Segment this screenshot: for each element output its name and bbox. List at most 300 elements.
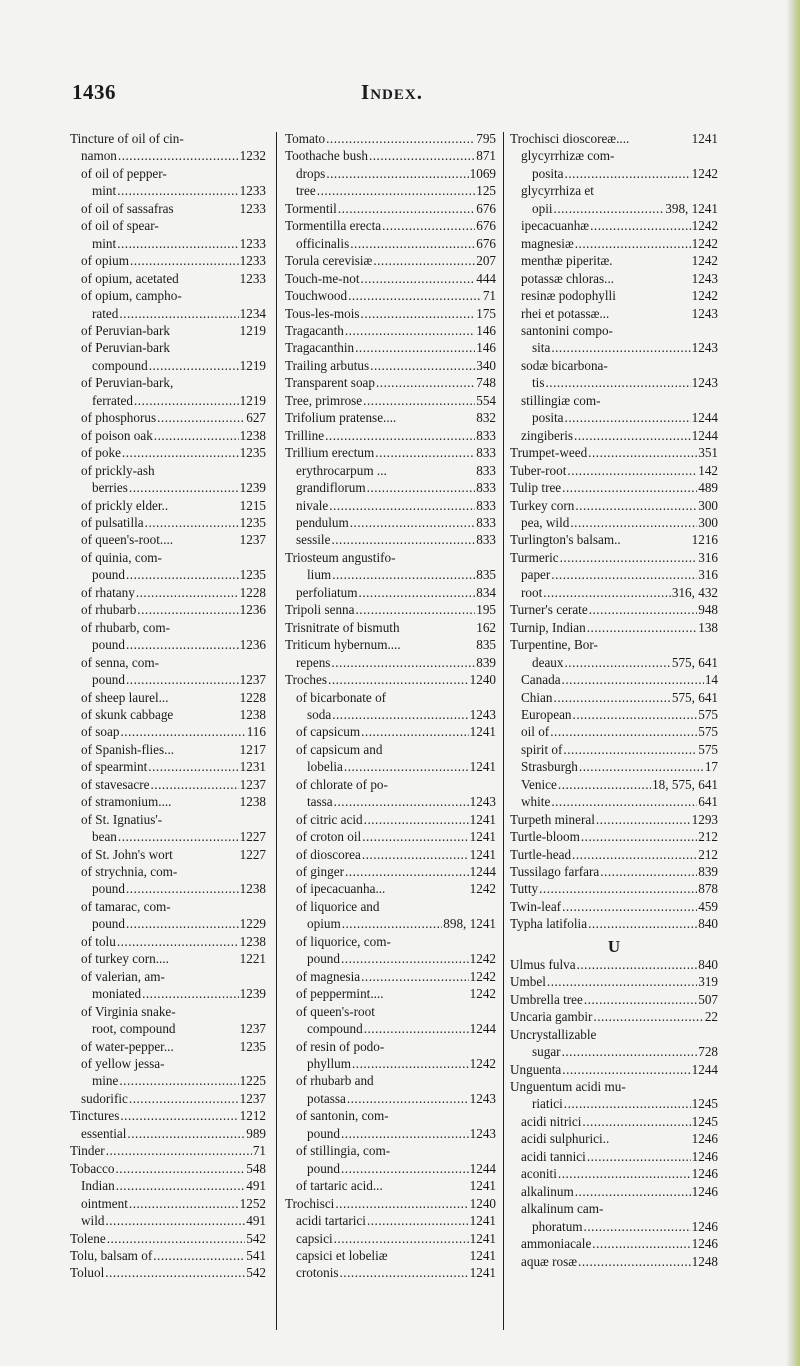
index-column-2: [285, 130, 496, 1282]
dot-leader: [570, 514, 697, 531]
entry-page-ref: 1233: [239, 183, 266, 199]
dot-leader: [129, 1090, 239, 1107]
dot-leader: [584, 1218, 691, 1235]
index-entry: [70, 235, 266, 252]
entry-page-ref: 542: [246, 1265, 266, 1281]
index-column-3: [510, 130, 718, 1270]
dot-leader: [545, 374, 690, 391]
entry-term: capsici: [296, 1230, 333, 1246]
index-entry: [510, 374, 718, 391]
index-entry: [285, 479, 496, 496]
entry-page-ref: 1238: [239, 427, 266, 443]
entry-term: Toothache bush: [285, 148, 368, 164]
entry-page-ref: 1246: [691, 1218, 718, 1234]
entry-page-ref: 1241: [469, 1265, 496, 1281]
index-entry: [510, 200, 718, 217]
entry-term: pound: [307, 1125, 340, 1141]
index-entry: [70, 741, 266, 758]
entry-term: of poke: [81, 445, 121, 461]
entry-term: namon: [81, 148, 117, 164]
entry-term: Tragacanth: [285, 322, 344, 338]
entry-term: pound: [92, 916, 125, 932]
dot-leader: [120, 723, 245, 740]
entry-page-ref: 1243: [691, 305, 718, 321]
entry-term: Turmeric: [510, 549, 559, 565]
index-entry: [70, 1195, 266, 1212]
entry-page-ref: 138: [698, 619, 718, 635]
index-entry: [510, 549, 718, 566]
index-entry: [70, 305, 266, 322]
index-entry: [510, 427, 718, 444]
entry-page-ref: 1236: [239, 637, 266, 653]
index-entry: [510, 776, 718, 793]
entry-term: ointment: [81, 1195, 128, 1211]
index-entry-continued: of tamarac, com-: [81, 898, 171, 914]
entry-page-ref: 212: [698, 846, 718, 862]
entry-page-ref: 1219: [239, 322, 266, 338]
index-entry-continued: of oil of spear-: [81, 218, 159, 234]
index-entry-continued: santonini compo-: [521, 322, 613, 338]
dot-leader: [129, 1195, 239, 1212]
entry-term: Touch-me-not: [285, 270, 360, 286]
dot-leader: [119, 305, 238, 322]
index-entry: [70, 427, 266, 444]
dot-leader: [547, 973, 697, 990]
dot-leader: [593, 1008, 703, 1025]
dot-leader: [581, 828, 697, 845]
index-entry: [510, 339, 718, 356]
entry-page-ref: 871: [476, 148, 496, 164]
index-entry: [510, 462, 718, 479]
entry-term: of Spanish-flies...: [81, 741, 175, 757]
dot-leader: [348, 287, 482, 304]
entry-page-ref: 22: [704, 1009, 718, 1025]
index-entry: [510, 706, 718, 723]
entry-term: Torula cerevisiæ: [285, 253, 373, 269]
dot-leader: [126, 636, 239, 653]
entry-term: compound: [307, 1021, 363, 1037]
index-entry: [285, 811, 496, 828]
index-entry: [510, 479, 718, 496]
entry-page-ref: 1244: [691, 427, 718, 443]
dot-leader: [350, 514, 475, 531]
index-entry-continued: Unguentum acidi mu-: [510, 1079, 626, 1095]
index-entry: [285, 1125, 496, 1142]
index-entry: [510, 846, 718, 863]
entry-term: of ginger: [296, 864, 344, 880]
entry-term: of croton oil: [296, 829, 362, 845]
dot-leader: [562, 1043, 698, 1060]
dot-leader: [341, 950, 469, 967]
index-entry: [285, 1195, 496, 1212]
entry-term: of spearmint: [81, 759, 148, 775]
entry-term: essential: [81, 1125, 127, 1141]
index-entry: [285, 270, 496, 287]
entry-term: pound: [92, 881, 125, 897]
dot-leader: [543, 584, 671, 601]
entry-page-ref: 1246: [691, 1166, 718, 1182]
entry-page-ref: 1241: [469, 1178, 496, 1194]
index-entry: [285, 828, 496, 845]
index-entry: [70, 1125, 266, 1142]
index-entry-continued: of senna, com-: [81, 654, 159, 670]
entry-term: of water-pepper...: [81, 1038, 174, 1054]
index-entry: [70, 985, 266, 1002]
entry-term: Typha latifolia: [510, 916, 588, 932]
index-entry: [510, 270, 718, 287]
entry-term: of peppermint....: [296, 986, 384, 1002]
dot-leader: [370, 357, 475, 374]
entry-term: potassæ chloras...: [521, 270, 615, 286]
entry-page-ref: 1241: [469, 811, 496, 827]
entry-term: of prickly elder..: [81, 497, 169, 513]
entry-page-ref: 878: [698, 881, 718, 897]
dot-leader: [118, 147, 239, 164]
index-entry: [70, 706, 266, 723]
dot-leader: [142, 985, 239, 1002]
dot-leader: [563, 741, 697, 758]
dot-leader: [120, 1107, 238, 1124]
entry-term: crotonis: [296, 1265, 339, 1281]
entry-page-ref: 840: [698, 956, 718, 972]
entry-term: phyllum: [307, 1056, 351, 1072]
index-entry: [70, 1072, 266, 1089]
index-entry: [510, 165, 718, 182]
dot-leader: [382, 217, 475, 234]
dot-leader: [117, 235, 238, 252]
dot-leader: [341, 1160, 469, 1177]
dot-leader: [575, 1183, 691, 1200]
entry-page-ref: 1241: [469, 1230, 496, 1246]
entry-page-ref: 541: [246, 1248, 266, 1263]
entry-page-ref: 728: [698, 1044, 718, 1060]
dot-leader: [332, 706, 468, 723]
index-entry: [70, 758, 266, 775]
index-entry: [285, 619, 496, 636]
index-entry: [285, 846, 496, 863]
dot-leader: [364, 811, 469, 828]
dot-leader: [600, 863, 697, 880]
entry-page-ref: 142: [698, 462, 718, 478]
entry-page-ref: 676: [476, 200, 496, 216]
index-entry-continued: of resin of podo-: [296, 1038, 385, 1054]
entry-page-ref: 575, 641: [671, 654, 718, 670]
index-entry: [70, 846, 266, 863]
entry-page-ref: 1212: [239, 1108, 266, 1124]
entry-page-ref: 1246: [691, 1183, 718, 1199]
entry-term: of citric acid: [296, 811, 363, 827]
dot-leader: [361, 723, 469, 740]
dot-leader: [334, 1230, 469, 1247]
index-entry: [510, 863, 718, 880]
entry-term: pound: [92, 672, 125, 688]
index-entry: [285, 1055, 496, 1072]
entry-term: Canada: [521, 672, 561, 688]
index-entry: [510, 758, 718, 775]
index-entry: [510, 305, 718, 322]
entry-term: Toluol: [70, 1265, 105, 1281]
entry-term: Trochisci: [285, 1195, 335, 1211]
entry-term: Unguenta: [510, 1061, 562, 1077]
dot-leader: [367, 479, 476, 496]
index-entry: [510, 991, 718, 1008]
entry-term: tis: [532, 375, 545, 391]
dot-leader: [558, 776, 651, 793]
index-entry-continued: of prickly-ash: [81, 462, 155, 478]
entry-term: Trochisci dioscoreæ....: [510, 131, 630, 146]
entry-page-ref: 835: [476, 567, 496, 583]
entry-page-ref: 1242: [691, 165, 718, 181]
entry-term: Tinder: [70, 1143, 105, 1159]
entry-page-ref: 1235: [239, 445, 266, 461]
entry-page-ref: 1241: [469, 846, 496, 862]
entry-term: tassa: [307, 794, 333, 810]
index-entry: [510, 898, 718, 915]
index-entry: [285, 880, 496, 897]
index-column-1: [70, 130, 266, 1282]
entry-page-ref: 1232: [239, 148, 266, 164]
entry-term: riatici: [532, 1096, 563, 1112]
entry-page-ref: 948: [698, 602, 718, 618]
entry-term: zingiberis: [521, 427, 574, 443]
entry-page-ref: 300: [698, 514, 718, 530]
index-entry: [70, 200, 266, 217]
entry-term: posita: [532, 410, 564, 426]
index-entry: [70, 1177, 266, 1194]
entry-page-ref: 1233: [239, 235, 266, 251]
index-entry: [510, 566, 718, 583]
dot-leader: [362, 828, 468, 845]
index-entry: [285, 1090, 496, 1107]
index-entry: [285, 863, 496, 880]
index-entry: [70, 1160, 266, 1177]
entry-page-ref: 833: [476, 514, 496, 530]
dot-leader: [558, 1165, 691, 1182]
entry-page-ref: 1238: [239, 881, 266, 897]
entry-term: of skunk cabbage: [81, 706, 174, 722]
dot-leader: [331, 531, 475, 548]
page-header: [72, 80, 712, 108]
index-entry: [70, 531, 266, 548]
index-entry: [70, 950, 266, 967]
index-entry: [285, 985, 496, 1002]
entry-term: ferrated: [92, 392, 133, 408]
entry-page-ref: 833: [476, 497, 496, 513]
entry-term: berries: [92, 480, 128, 496]
index-entry: [70, 828, 266, 845]
entry-term: capsici et lobeliæ: [296, 1248, 388, 1263]
entry-term: tree: [296, 183, 316, 199]
index-entry: [510, 130, 718, 147]
entry-page-ref: 71: [252, 1143, 266, 1159]
index-entry: [70, 1230, 266, 1247]
entry-term: root, compound: [92, 1021, 176, 1037]
running-head-title: Index.: [361, 80, 423, 104]
entry-term: European: [521, 706, 572, 722]
dot-leader: [575, 235, 691, 252]
dot-leader: [328, 671, 469, 688]
entry-page-ref: 1242: [691, 218, 718, 234]
dot-leader: [137, 601, 238, 618]
entry-page-ref: 1241: [469, 829, 496, 845]
entry-term: Tragacanthin: [285, 340, 355, 356]
entry-term: of poison oak: [81, 427, 153, 443]
entry-term: pea, wild: [521, 514, 570, 530]
entry-term: Trilline: [285, 427, 325, 443]
entry-page-ref: 676: [476, 218, 496, 234]
index-entry: [510, 828, 718, 845]
entry-term: Tomato: [285, 131, 326, 146]
entry-term: ipecacuanhæ: [521, 218, 590, 234]
dot-leader: [363, 392, 475, 409]
index-entry: [70, 357, 266, 374]
index-entry: [510, 956, 718, 973]
index-entry: [285, 531, 496, 548]
entry-term: compound: [92, 357, 148, 373]
entry-term: moniated: [92, 986, 142, 1002]
index-entry: [70, 182, 266, 199]
index-entry: [285, 514, 496, 531]
dot-leader: [572, 846, 697, 863]
index-entry-continued: glycyrrhizæ com-: [521, 148, 615, 164]
index-entry: [285, 1247, 496, 1264]
index-entry: [70, 497, 266, 514]
entry-term: Trumpet-weed: [510, 445, 588, 461]
entry-page-ref: 1219: [239, 357, 266, 373]
dot-leader: [317, 182, 475, 199]
entry-page-ref: 1227: [239, 829, 266, 845]
entry-term: opii: [532, 200, 553, 216]
index-entry: [285, 182, 496, 199]
index-entry: [70, 915, 266, 932]
entry-term: Venice: [521, 776, 557, 792]
dot-leader: [376, 374, 475, 391]
entry-term: mint: [92, 183, 117, 199]
dot-leader: [367, 1212, 469, 1229]
dot-leader: [562, 898, 697, 915]
dot-leader: [107, 1230, 246, 1247]
dot-leader: [554, 200, 665, 217]
entry-term: mint: [92, 235, 117, 251]
index-entry: [285, 1230, 496, 1247]
dot-leader: [105, 1212, 245, 1229]
entry-term: acidi tartarici: [296, 1213, 366, 1229]
entry-page-ref: 195: [476, 602, 496, 618]
dot-leader: [154, 427, 239, 444]
dot-leader: [105, 1264, 245, 1281]
dot-leader: [126, 566, 239, 583]
index-entry: [510, 1130, 718, 1147]
entry-page-ref: 833: [476, 532, 496, 548]
entry-term: pound: [307, 951, 340, 967]
dot-leader: [589, 601, 698, 618]
index-entry: [285, 706, 496, 723]
dot-leader: [145, 514, 239, 531]
entry-term: of tolu: [81, 933, 116, 949]
entry-page-ref: 1233: [239, 270, 266, 286]
entry-term: Turtle-head: [510, 846, 572, 862]
entry-term: magnesiæ: [521, 235, 574, 251]
entry-term: Transparent soap: [285, 375, 375, 391]
dot-leader: [126, 880, 239, 897]
entry-term: posita: [532, 165, 564, 181]
index-entry: [70, 880, 266, 897]
entry-term: Tussilago farfara: [510, 864, 600, 880]
entry-term: grandiflorum: [296, 480, 366, 496]
entry-term: root: [521, 584, 543, 600]
index-entry: [70, 1020, 266, 1037]
entry-page-ref: 1243: [691, 270, 718, 286]
entry-term: Tuber-root: [510, 462, 567, 478]
entry-page-ref: 1227: [239, 846, 266, 862]
entry-page-ref: 212: [698, 829, 718, 845]
entry-page-ref: 351: [698, 445, 718, 461]
index-entry: [285, 723, 496, 740]
entry-term: Tulip tree: [510, 480, 562, 496]
entry-page-ref: 833: [476, 480, 496, 496]
index-entry: [510, 409, 718, 426]
dot-leader: [564, 1095, 691, 1112]
entry-page-ref: 1235: [239, 567, 266, 583]
entry-page-ref: 489: [698, 480, 718, 496]
entry-term: Tolene: [70, 1230, 106, 1246]
entry-page-ref: 1242: [469, 968, 496, 984]
entry-page-ref: 17: [704, 759, 718, 775]
entry-page-ref: 1237: [239, 532, 266, 548]
entry-term: repens: [296, 654, 331, 670]
entry-page-ref: 1238: [239, 794, 266, 810]
entry-term: sessile: [296, 532, 331, 548]
index-entry-continued: of queen's-root: [296, 1003, 375, 1019]
entry-term: Trisnitrate of bismuth: [285, 619, 400, 635]
index-entry: [285, 409, 496, 426]
index-entry: [510, 880, 718, 897]
entry-page-ref: 1228: [239, 689, 266, 705]
entry-term: of rhubarb: [81, 602, 137, 618]
dot-leader: [573, 706, 698, 723]
entry-page-ref: 575: [698, 706, 718, 722]
entry-term: Tobacco: [70, 1160, 115, 1176]
dot-leader: [130, 252, 239, 269]
index-entry: [510, 1043, 718, 1060]
index-entry-continued: of oil of pepper-: [81, 165, 167, 181]
entry-term: Tormentilla erecta: [285, 218, 382, 234]
index-entry: [510, 1218, 718, 1235]
entry-page-ref: 1237: [239, 672, 266, 688]
entry-term: Umbrella tree: [510, 991, 583, 1007]
index-entry-continued: stillingiæ com-: [521, 392, 601, 408]
index-entry: [285, 305, 496, 322]
entry-term: pound: [307, 1160, 340, 1176]
index-entry: [285, 1160, 496, 1177]
index-entry: [510, 811, 718, 828]
entry-term: Troches: [285, 672, 328, 688]
index-entry: [70, 514, 266, 531]
index-entry: [285, 392, 496, 409]
index-entry: [285, 654, 496, 671]
index-entry: [510, 514, 718, 531]
entry-page-ref: 1238: [239, 933, 266, 949]
entry-term: aquæ rosæ: [521, 1253, 578, 1269]
index-entry: [510, 654, 718, 671]
entry-term: drops: [296, 165, 326, 181]
entry-term: phoratum: [532, 1218, 583, 1234]
entry-page-ref: 1242: [469, 1056, 496, 1072]
index-entry-continued: of capsicum and: [296, 741, 383, 757]
entry-page-ref: 398, 1241: [665, 200, 718, 216]
index-entry: [285, 339, 496, 356]
entry-term: Tolu, balsam of: [70, 1248, 153, 1263]
